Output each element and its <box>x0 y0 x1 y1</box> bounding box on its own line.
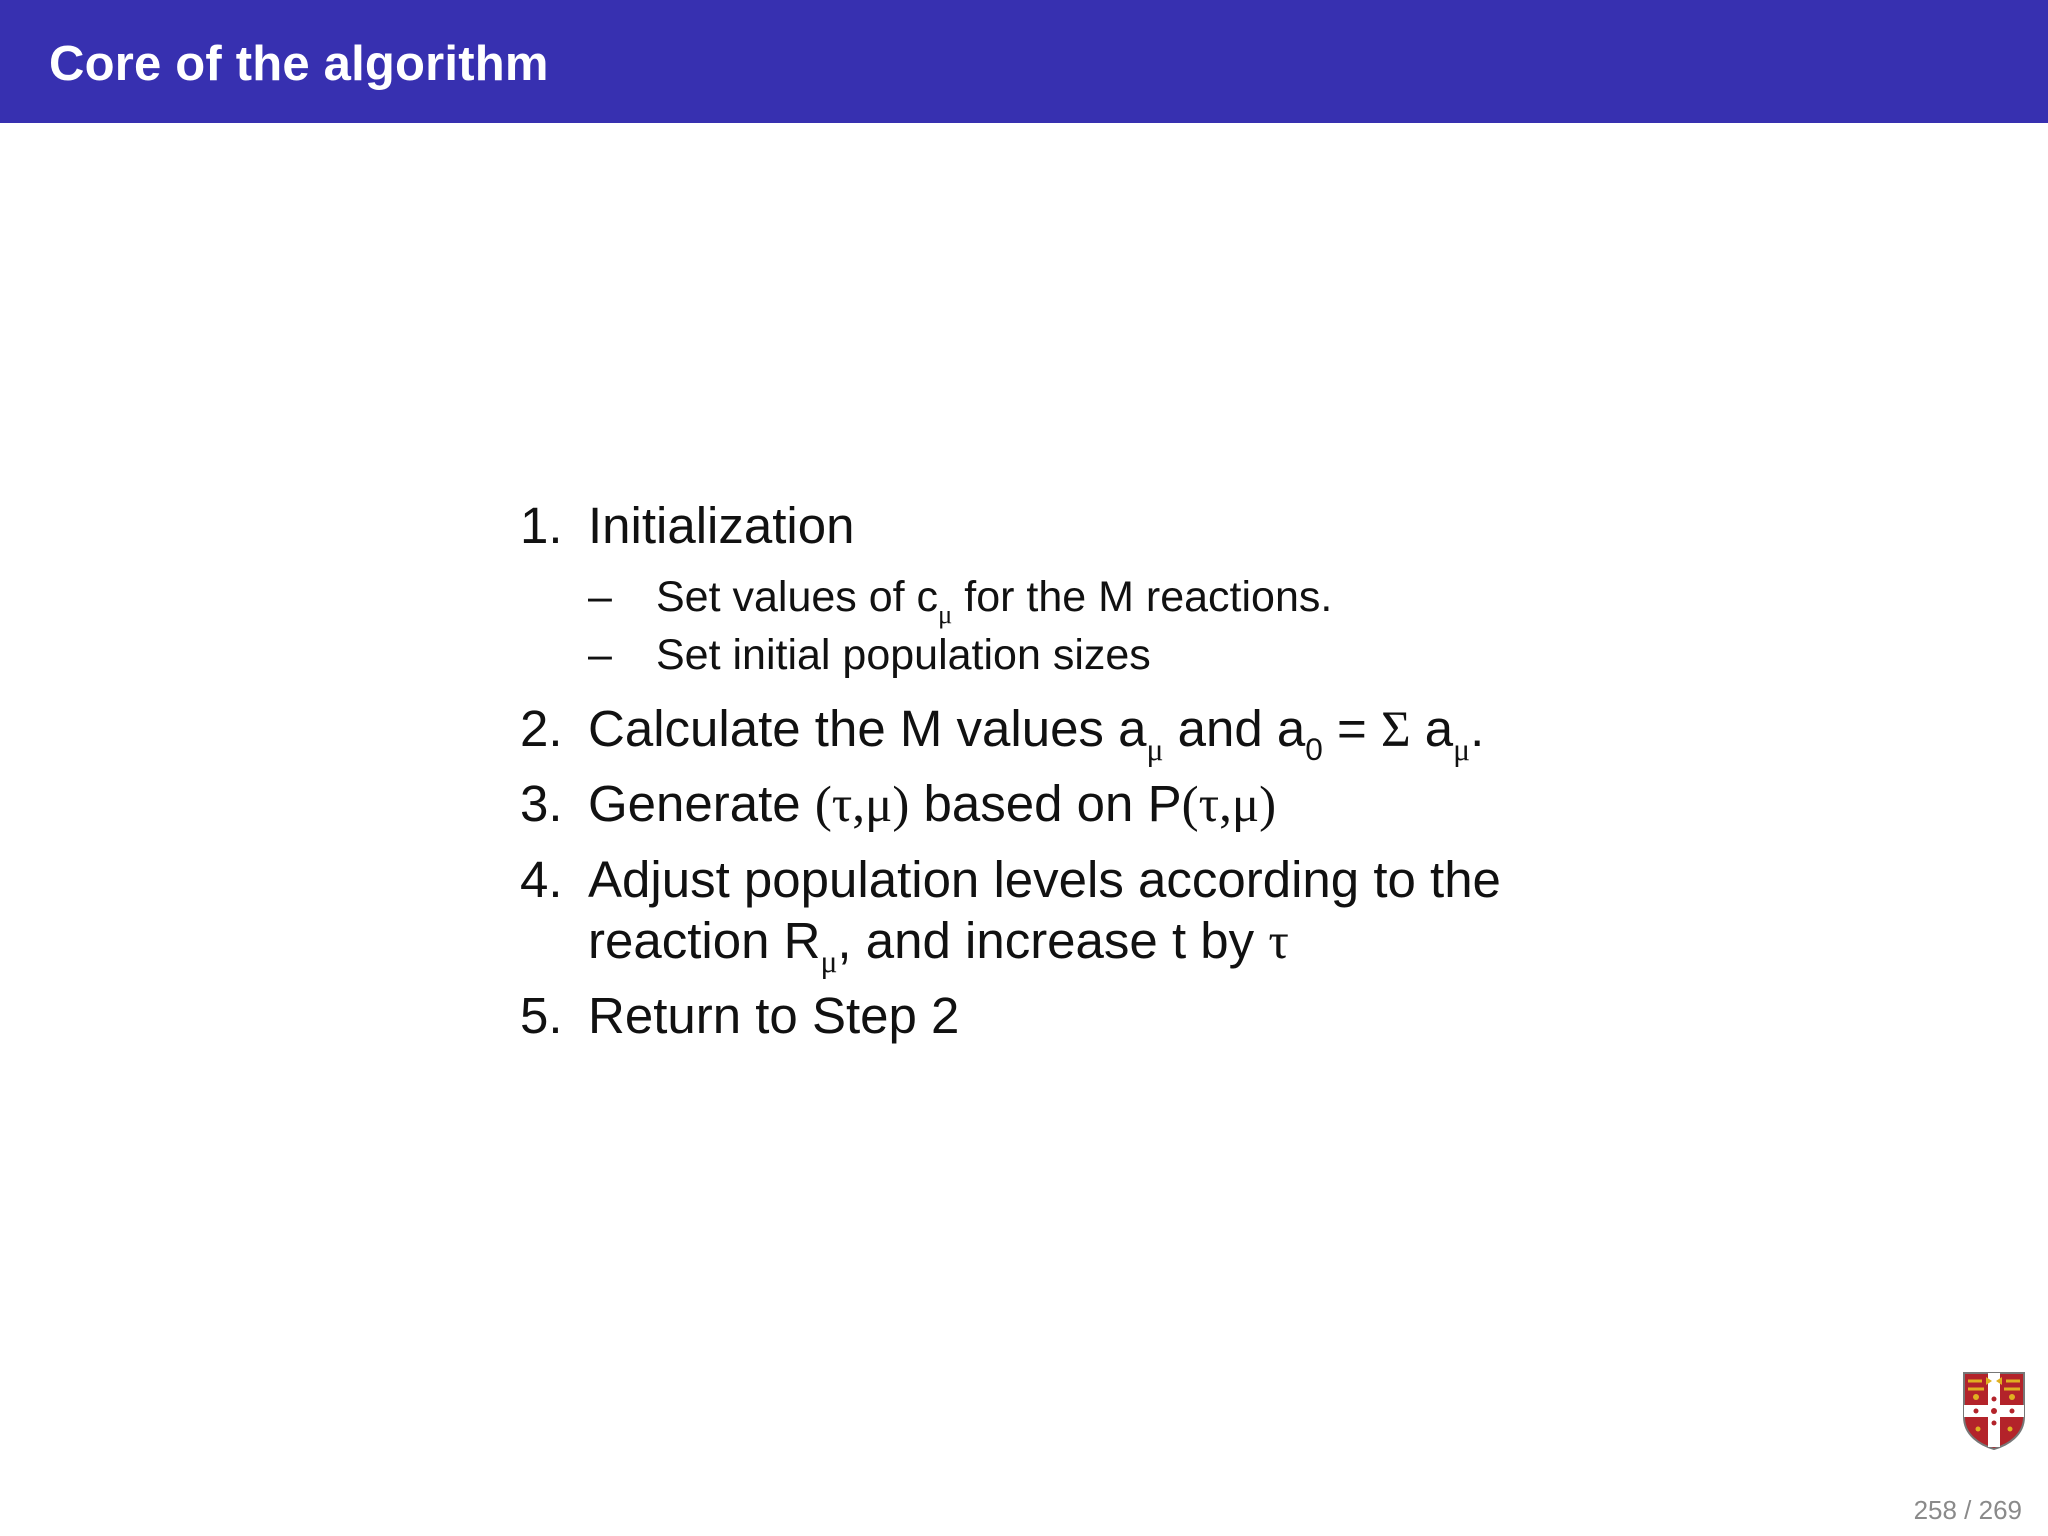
step-3: 3. Generate (τ,μ) based on P(τ,μ) <box>520 775 1277 834</box>
step-4-number: 4. <box>520 850 563 908</box>
step-4-line-1: Adjust population levels according to the <box>588 850 1501 908</box>
step-4-line-2: reaction $R_\mu$, and increase t by τ <box>588 911 1289 980</box>
page-number: 258 / 269 <box>1913 1495 2022 1525</box>
algorithm-steps <box>520 495 1620 1058</box>
substep-initial-population: – Set initial population sizes <box>520 626 1620 684</box>
substep-set-values: – Set values of $c_\mu$ for the M reactions. <box>520 568 1620 626</box>
step-1-label: Initialization <box>588 497 855 554</box>
step-5-number: 5. <box>520 987 563 1045</box>
slide-title: Core of the algorithm <box>49 37 549 91</box>
step-2-number: 2. <box>520 700 563 758</box>
dash-bullet: – <box>588 631 612 680</box>
step-1-number: 1. <box>520 497 563 554</box>
step-2: 2. Calculate the M values $a_\mu$ and $a_0 = \Sigma$ $a_\mu$. <box>520 700 1485 768</box>
step-3-number: 3. <box>520 775 563 833</box>
step-1 <box>520 495 1620 556</box>
dash-bullet: – <box>588 573 612 622</box>
step-5-label: Return to Step 2 <box>588 987 960 1045</box>
step-1-substeps <box>520 568 1620 684</box>
step-5 <box>520 985 1620 1046</box>
title-bar <box>0 0 2048 123</box>
sigma-symbol: Σ <box>1380 702 1411 759</box>
university-crest-icon <box>1962 1371 2026 1451</box>
step-4 <box>520 849 1620 980</box>
